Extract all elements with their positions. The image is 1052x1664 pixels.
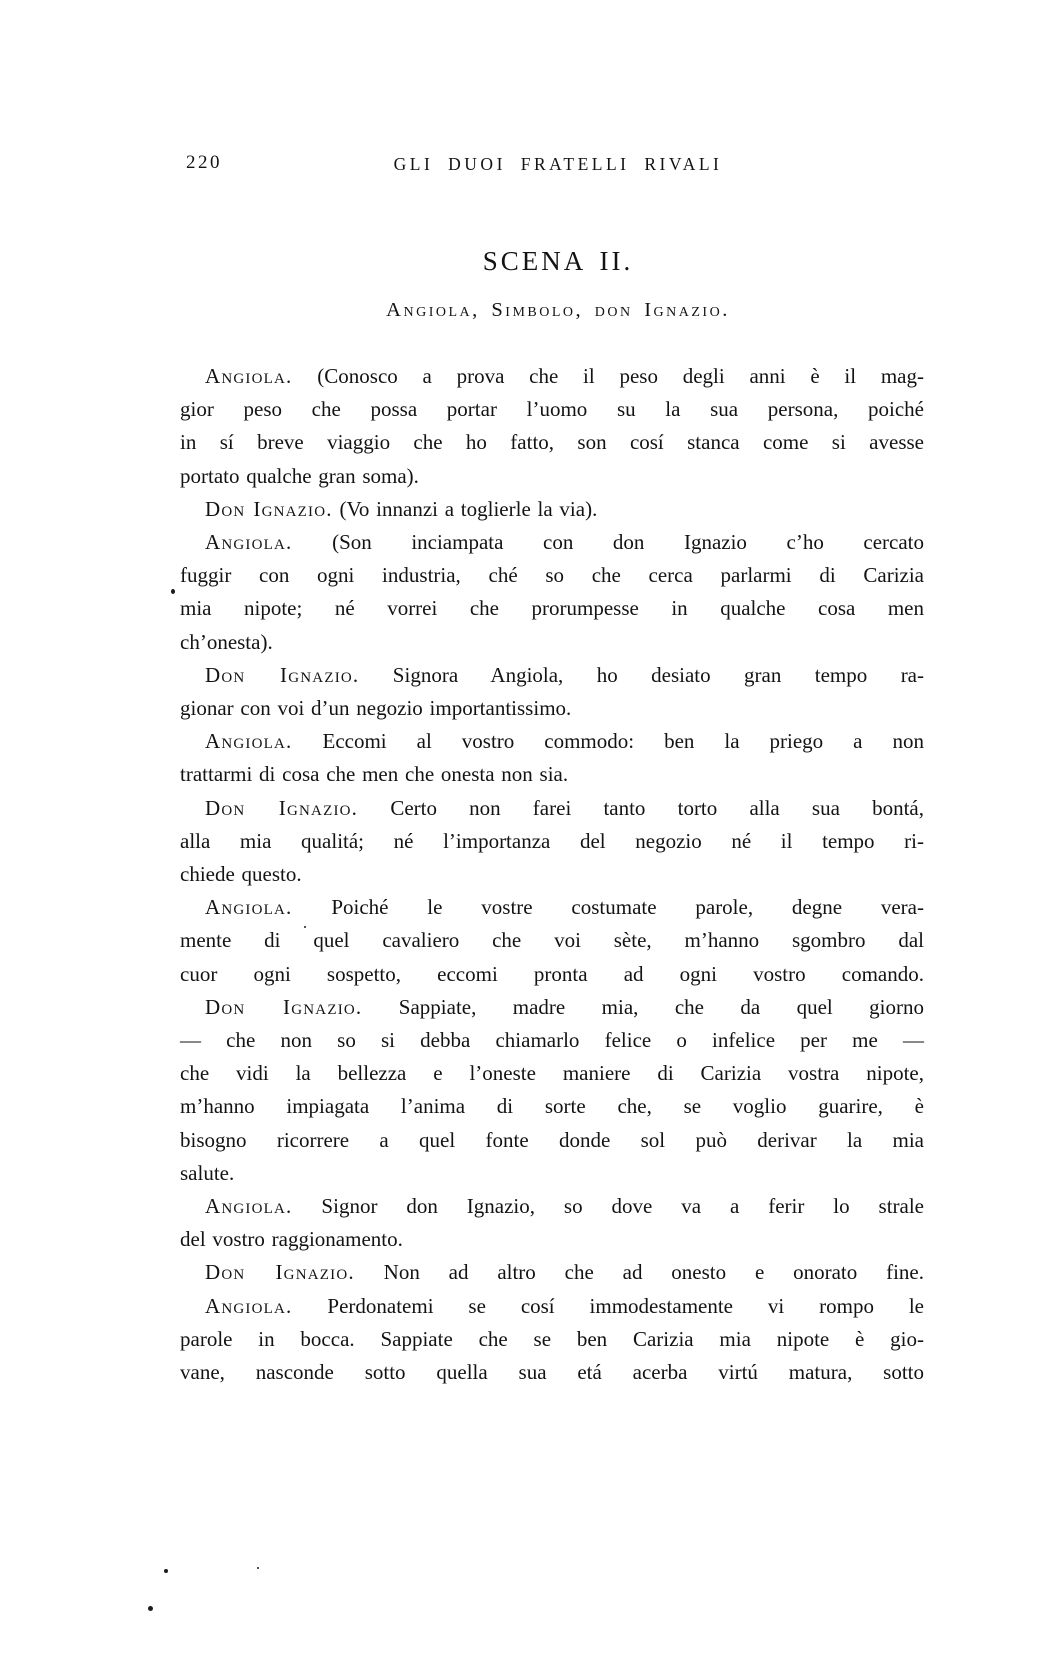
text-line: Angiola. Perdonatemi se cosí immodestamente vi rompo le bbox=[205, 1293, 924, 1318]
running-head: GLI DUOI FRATELLI RIVALI bbox=[393, 154, 723, 174]
speaker-name: Don Ignazio. bbox=[205, 1260, 355, 1285]
paragraph bbox=[180, 991, 924, 1190]
speaker-name: Angiola. bbox=[205, 364, 293, 388]
scan-speck bbox=[304, 926, 306, 928]
scan-speck bbox=[171, 589, 175, 594]
text-line: Angiola. Poiché le vostre costumate parole, degne vera- bbox=[205, 895, 924, 920]
speaker-name: Angiola. bbox=[205, 530, 293, 555]
text-line: del vostro raggionamento. bbox=[180, 1227, 403, 1252]
page-number: 220 bbox=[186, 152, 222, 173]
scan-speck bbox=[257, 1567, 259, 1569]
speaker-name: Don Ignazio. bbox=[205, 994, 363, 1019]
text-line: bisogno ricorrere a quel fonte donde sol può derivar la mia bbox=[180, 1127, 924, 1152]
speaker-name: Angiola. bbox=[205, 729, 293, 754]
text-line: vane, nasconde sotto quella sua etá acerba virtú matura, sotto bbox=[180, 1360, 924, 1385]
paragraph bbox=[180, 659, 924, 725]
scan-speck bbox=[164, 1569, 168, 1573]
text-line: salute. bbox=[180, 1160, 235, 1185]
paragraph bbox=[180, 725, 924, 791]
paragraph bbox=[180, 891, 924, 991]
text-line: Angiola. Eccomi al vostro commodo: ben la priego a non bbox=[205, 729, 924, 754]
text-line: Angiola. (Conosco a prova che il peso degli anni è il mag- bbox=[205, 364, 924, 388]
text-line: in sí breve viaggio che ho fatto, son cosí stanca come si avesse bbox=[180, 430, 924, 455]
text-line: Don Ignazio. (Vo innanzi a toglierle la via). bbox=[205, 496, 598, 521]
text-line: Don Ignazio. Sappiate, madre mia, che da quel giorno bbox=[205, 994, 925, 1019]
text-line: parole in bocca. Sappiate che se ben Carizia mia nipote è gio- bbox=[180, 1326, 924, 1351]
paragraph bbox=[180, 1290, 924, 1390]
text-line: portato qualche gran soma). bbox=[180, 463, 419, 488]
cast-list: Angiola, Simbolo, don Ignazio. bbox=[386, 299, 730, 321]
text-line: — che non so si debba chiamarlo felice o infelice per me — bbox=[180, 1028, 924, 1053]
text-line: Don Ignazio. Certo non farei tanto torto alla sua bontá, bbox=[205, 795, 924, 820]
play-text bbox=[180, 360, 924, 1389]
text-line: Don Ignazio. Non ad altro che ad onesto e onorato fine. bbox=[205, 1260, 924, 1285]
text-line: gionar con voi d’un negozio importantissimo. bbox=[180, 696, 572, 721]
text-line: gior peso che possa portar l’uomo su la sua persona, poiché bbox=[180, 397, 924, 422]
text-line: chiede questo. bbox=[180, 862, 302, 887]
paragraph bbox=[180, 360, 924, 493]
text-line: cuor ogni sospetto, eccomi pronta ad ogni vostro comando. bbox=[180, 961, 924, 986]
paragraph bbox=[180, 1190, 924, 1256]
text-line: ch’onesta). bbox=[180, 629, 273, 654]
text-line: mia nipote; né vorrei che prorumpesse in qualche cosa men bbox=[180, 596, 924, 621]
text-line: trattarmi di cosa che men che onesta non sia. bbox=[180, 762, 569, 787]
text-line: Angiola. (Son inciampata con don Ignazio c’ho cercato bbox=[205, 530, 924, 555]
speaker-name: Angiola. bbox=[205, 1194, 293, 1219]
paragraph bbox=[180, 493, 924, 526]
text-line: fuggir con ogni industria, ché so che cerca parlarmi di Carizia bbox=[180, 563, 924, 588]
text-line: Angiola. Signor don Ignazio, so dove va a ferir lo strale bbox=[205, 1194, 924, 1219]
text-line: Don Ignazio. Signora Angiola, ho desiato gran tempo ra- bbox=[205, 662, 924, 687]
text-line: alla mia qualitá; né l’importanza del negozio né il tempo ri- bbox=[180, 828, 924, 853]
speaker-name: Angiola. bbox=[205, 895, 293, 920]
text-line: m’hanno impiagata l’anima di sorte che, se voglio guarire, è bbox=[180, 1094, 924, 1119]
paragraph bbox=[180, 1256, 924, 1289]
scan-speck bbox=[148, 1606, 153, 1611]
speaker-name: Don Ignazio. bbox=[205, 496, 333, 521]
paragraph bbox=[180, 792, 924, 892]
text-line: che vidi la bellezza e l’oneste maniere di Carizia vostra nipote, bbox=[180, 1061, 924, 1086]
scene-heading: SCENA II. bbox=[482, 246, 634, 276]
speaker-name: Angiola. bbox=[205, 1293, 293, 1318]
speaker-name: Don Ignazio. bbox=[205, 795, 359, 820]
paragraph bbox=[180, 526, 924, 659]
text-line: mente di quel cavaliero che voi sète, m’hanno sgombro dal bbox=[180, 928, 924, 953]
speaker-name: Don Ignazio. bbox=[205, 662, 360, 687]
